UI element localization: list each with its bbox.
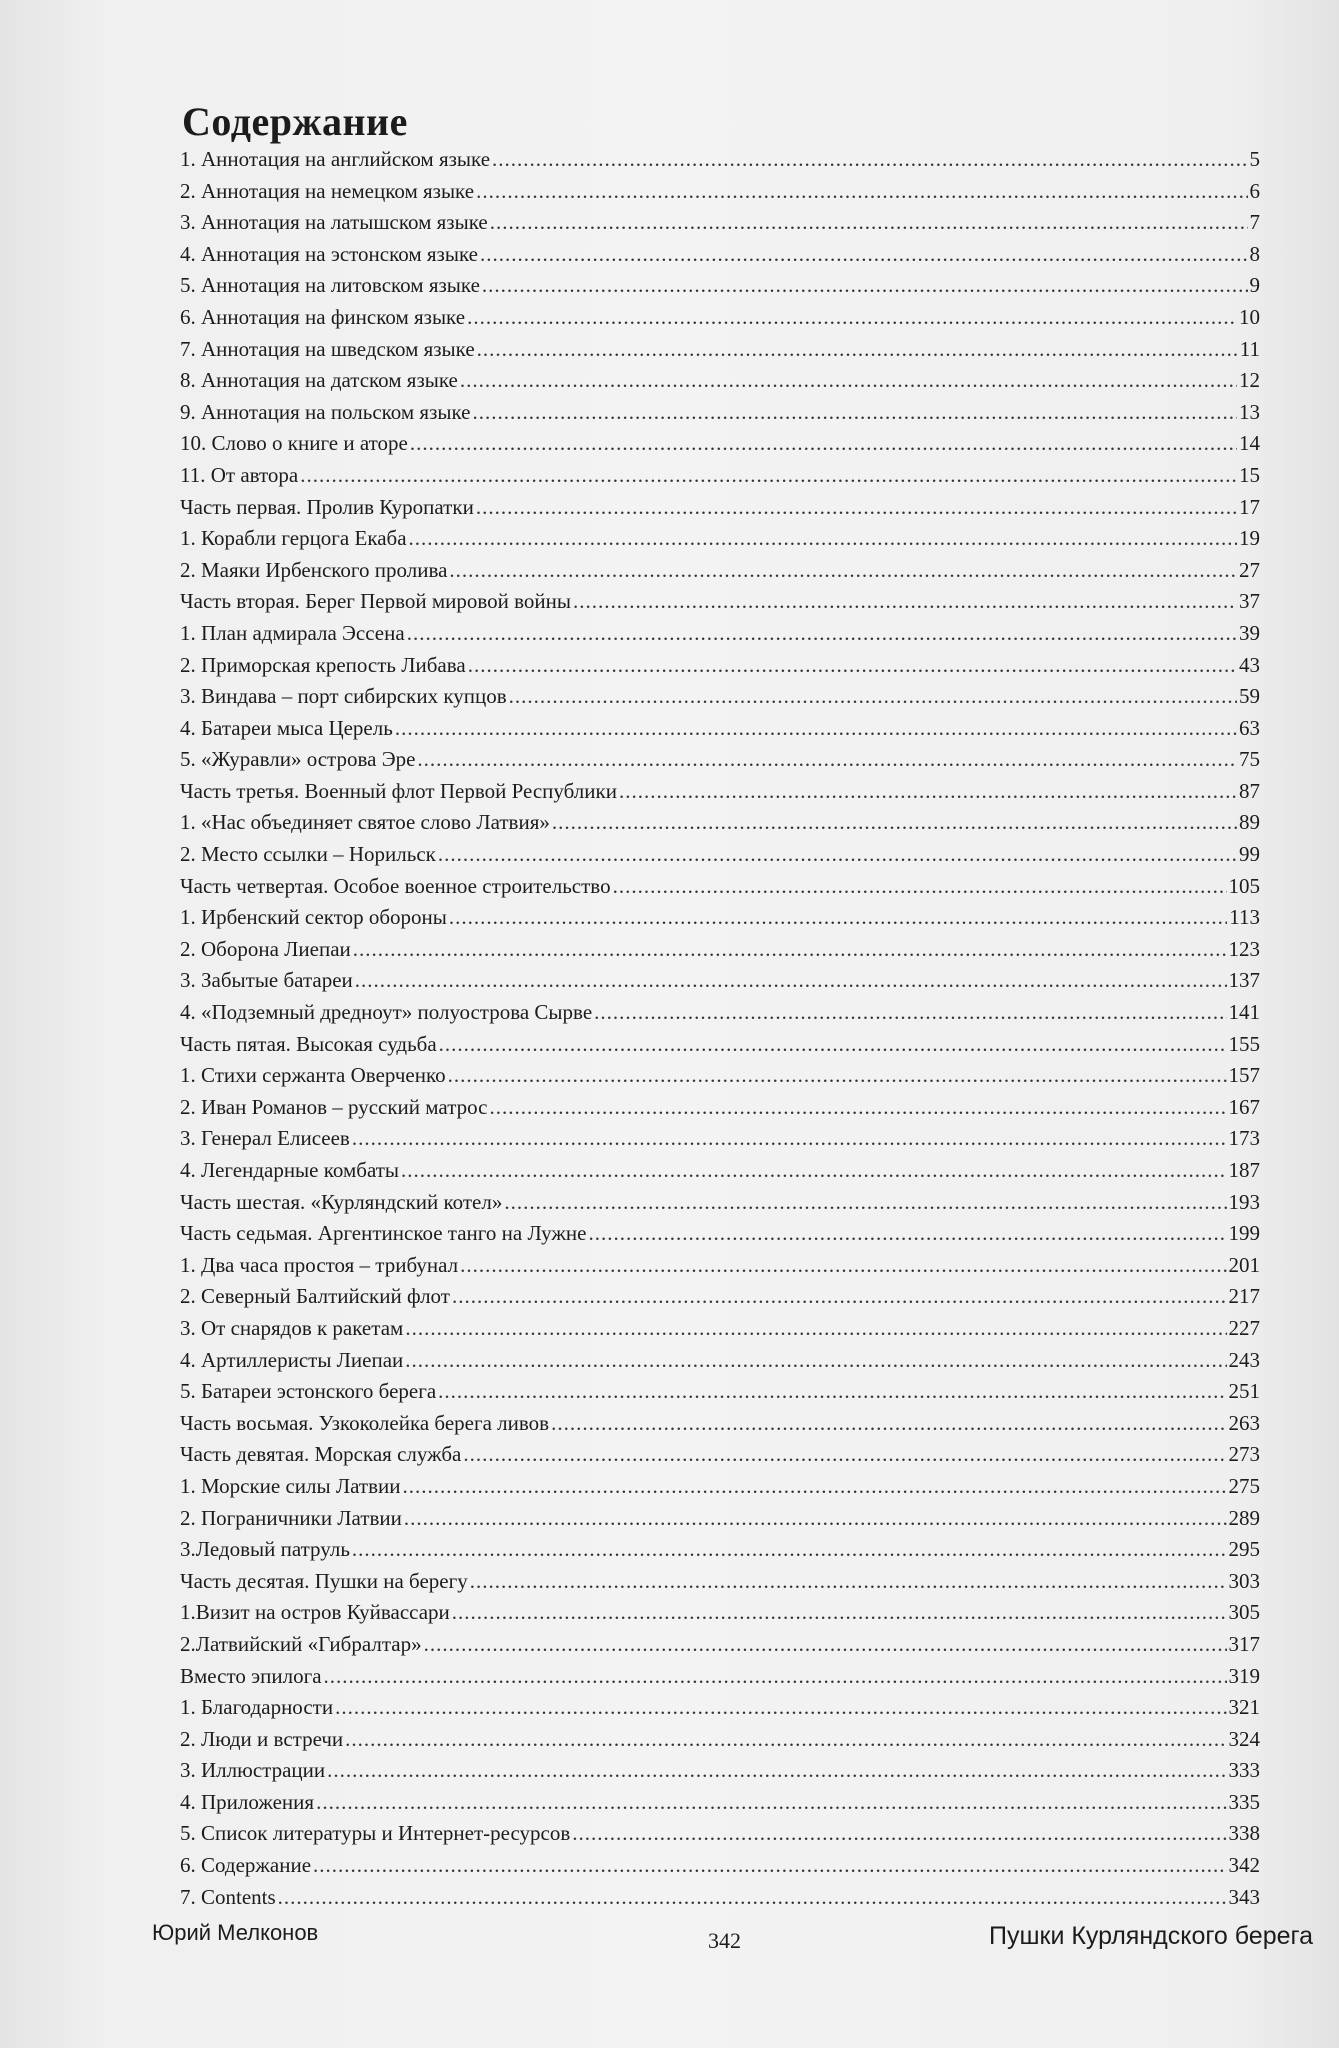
toc-entry (180, 744, 1260, 776)
toc-entry-label: Часть пятая. Высокая судьба (180, 1031, 437, 1056)
toc-entry (180, 997, 1260, 1029)
dot-leader (353, 934, 1227, 966)
toc-entry (180, 207, 1260, 239)
toc-entry-label: 1. Аннотация на английском языке (180, 147, 491, 171)
dot-leader (438, 839, 1237, 871)
toc-entry-page: 8 (1249, 241, 1260, 266)
toc-entry-page: 295 (1228, 1537, 1260, 1562)
toc-entry-label: 5. «Журавли» острова Эре (180, 747, 416, 772)
toc-entry (180, 302, 1260, 334)
toc-entry-page: 13 (1239, 399, 1260, 424)
toc-entry-label: 5. Список литературы и Интернет-ресурсов (180, 1821, 571, 1846)
toc-entry-label: 9. Аннотация на польском языке (180, 399, 471, 424)
toc-entry (180, 1218, 1260, 1250)
toc-entry-label: Часть седьмая. Аргентинское танго на Лужне (180, 1221, 587, 1246)
toc-entry-page: 123 (1228, 936, 1260, 961)
toc-entry-label: 2. Люди и встречи (180, 1726, 344, 1751)
toc-entry (180, 1123, 1260, 1155)
toc-entry (180, 618, 1260, 650)
toc-entry (180, 428, 1260, 460)
dot-leader (460, 365, 1237, 397)
dot-leader (588, 1218, 1226, 1250)
toc-entry-page: 59 (1239, 684, 1260, 709)
toc-entry-label: 7. Аннотация на шведском языке (180, 336, 475, 361)
toc-entry-page: 217 (1228, 1284, 1260, 1309)
toc-entry-page: 193 (1228, 1189, 1260, 1214)
toc-entry (180, 1724, 1260, 1756)
toc-entry-page: 319 (1228, 1663, 1260, 1688)
toc-entry-label: 1. Стихи сержанта Оверченко (180, 1063, 446, 1088)
toc-entry (180, 1408, 1260, 1440)
dot-leader (335, 1692, 1226, 1724)
toc-entry (180, 523, 1260, 555)
toc-entry-label: Часть первая. Пролив Куропатки (180, 494, 474, 519)
toc-entry-page: 199 (1228, 1221, 1260, 1246)
toc-entry-label: 2. Оборона Лиепаи (180, 936, 351, 961)
toc-entry-label: 3. Виндава – порт сибирских купцов (180, 684, 507, 709)
dot-leader (395, 713, 1237, 745)
dot-leader (552, 807, 1237, 839)
toc-entry-label: 3.Ледовый патруль (180, 1537, 350, 1562)
toc-entry-label: 8. Аннотация на датском языке (180, 368, 458, 393)
toc-entry-page: 63 (1239, 715, 1260, 740)
dot-leader (352, 1123, 1227, 1155)
toc-entry-page: 27 (1239, 557, 1260, 582)
footer-page-number: 342 (708, 1928, 741, 1953)
toc-entry-page: 305 (1228, 1600, 1260, 1625)
toc-entry-page: 338 (1228, 1821, 1260, 1846)
toc-entry (180, 1850, 1260, 1882)
toc-entry-page: 333 (1228, 1758, 1260, 1783)
dot-leader (405, 1345, 1226, 1377)
toc-entry (180, 1155, 1260, 1187)
toc-entry-page: 273 (1228, 1442, 1260, 1467)
footer-book-title: Пушки Курляндского берега (989, 1922, 1313, 1950)
dot-leader (480, 239, 1248, 271)
toc-entry-label: 6. Аннотация на финском языке (180, 304, 466, 329)
page-footer (0, 1920, 1339, 1960)
toc-entry-label: 1. Два часа простоя – трибунал (180, 1252, 459, 1277)
dot-leader (492, 144, 1247, 176)
toc-entry-page: 11 (1239, 336, 1260, 361)
dot-leader (278, 1882, 1227, 1914)
toc-entry (180, 176, 1260, 208)
dot-leader (476, 176, 1247, 208)
toc-entry (180, 1629, 1260, 1661)
toc-entry-label: 3. От снарядов к ракетам (180, 1315, 404, 1340)
toc-entry (180, 681, 1260, 713)
toc-entry-label: 1. Ирбенский сектор обороны (180, 905, 447, 930)
toc-entry-page: 89 (1239, 810, 1260, 835)
dot-leader (504, 1187, 1226, 1219)
toc-entry-page: 14 (1239, 431, 1260, 456)
toc-entry-page: 251 (1228, 1379, 1260, 1404)
toc-entry (180, 365, 1260, 397)
toc-entry-page: 342 (1228, 1853, 1260, 1878)
toc-entry-page: 99 (1239, 842, 1260, 867)
toc-entry-label: 4. Легендарные комбаты (180, 1158, 400, 1182)
toc-entry-page: 275 (1228, 1473, 1260, 1498)
toc-entry-label: 2.Латвийский «Гибралтар» (180, 1631, 422, 1656)
dot-leader (345, 1724, 1226, 1756)
toc-entry-page: 113 (1229, 905, 1260, 930)
dot-leader (449, 555, 1237, 587)
dot-leader (467, 302, 1237, 334)
toc-entry (180, 839, 1260, 871)
toc-entry-page: 37 (1239, 589, 1260, 614)
toc-entry (180, 334, 1260, 366)
toc-entry-label: Часть восьмая. Узкоколейка берега ливов (180, 1410, 550, 1435)
toc-entry (180, 1692, 1260, 1724)
toc-entry-label: 7. Contents (180, 1884, 276, 1909)
dot-leader (477, 334, 1238, 366)
toc-entry-label: 3. Иллюстрации (180, 1758, 326, 1783)
dot-leader (439, 1029, 1227, 1061)
toc-entry-label: 5. Батареи эстонского берега (180, 1379, 437, 1404)
toc-entry (180, 650, 1260, 682)
dot-leader (613, 871, 1227, 903)
dot-leader (449, 902, 1227, 934)
toc-entry-label: 2. Северный Балтийский флот (180, 1284, 450, 1309)
dot-leader (572, 1818, 1226, 1850)
toc-entry-page: 167 (1228, 1094, 1260, 1119)
toc-entry (180, 934, 1260, 966)
toc-entry-label: 2. Место ссылки – Норильск (180, 842, 436, 867)
dot-leader (470, 1566, 1227, 1598)
dot-leader (402, 1471, 1226, 1503)
toc-entry-page: 12 (1239, 368, 1260, 393)
toc-entry-label: Часть третья. Военный флот Первой Республики (180, 778, 617, 803)
toc-entry-page: 321 (1228, 1695, 1260, 1720)
toc-entry-label: 4. Артиллеристы Лиепаи (180, 1347, 404, 1372)
dot-leader (407, 618, 1237, 650)
toc-entry (180, 1661, 1260, 1693)
toc-entry (180, 1439, 1260, 1471)
dot-leader (324, 1661, 1227, 1693)
toc-entry (180, 1882, 1260, 1914)
dot-leader (417, 744, 1237, 776)
toc-entry-label: 4. «Подземный дредноут» полуострова Сырве (180, 1000, 593, 1025)
dot-leader (551, 1408, 1226, 1440)
dot-leader (509, 681, 1237, 713)
dot-leader (460, 1250, 1226, 1282)
dot-leader (489, 1092, 1226, 1124)
toc-entry-page: 303 (1228, 1568, 1260, 1593)
dot-leader (300, 460, 1237, 492)
toc-entry-label: 6. Содержание (180, 1853, 312, 1878)
dot-leader (482, 270, 1248, 302)
toc-entry (180, 1281, 1260, 1313)
toc-entry-label: 1. Благодарности (180, 1695, 334, 1720)
toc-entry-page: 43 (1239, 652, 1260, 677)
toc-entry (180, 1787, 1260, 1819)
toc-entry (180, 1566, 1260, 1598)
toc-entry-page: 137 (1228, 968, 1260, 993)
toc-entry-page: 187 (1228, 1158, 1260, 1182)
dot-leader (476, 492, 1237, 524)
toc-entry-label: 4. Батареи мыса Церель (180, 715, 393, 740)
toc-entry-label: 2. Маяки Ирбенского пролива (180, 557, 448, 582)
toc-entry (180, 1029, 1260, 1061)
toc-entry-label: 3. Забытые батареи (180, 968, 353, 993)
dot-leader (490, 207, 1248, 239)
dot-leader (352, 1534, 1227, 1566)
toc-entry-page: 15 (1239, 462, 1260, 487)
toc-entry (180, 1345, 1260, 1377)
toc-entry (180, 1187, 1260, 1219)
toc-entry (180, 965, 1260, 997)
toc-entry-label: 4. Приложения (180, 1789, 315, 1814)
page-title: Содержание (182, 99, 408, 144)
toc-entry (180, 1597, 1260, 1629)
toc-entry (180, 1534, 1260, 1566)
dot-leader (594, 997, 1226, 1029)
dot-leader (452, 1281, 1227, 1313)
toc-entry-page: 6 (1249, 178, 1260, 203)
toc-entry-label: Вместо эпилога (180, 1663, 322, 1688)
toc-entry (180, 1250, 1260, 1282)
toc-entry-page: 201 (1228, 1252, 1260, 1277)
toc-entry (180, 1060, 1260, 1092)
toc-entry-page: 9 (1249, 273, 1260, 298)
toc-entry-label: 2. Аннотация на немецком языке (180, 178, 475, 203)
toc-entry (180, 1755, 1260, 1787)
toc-entry (180, 1092, 1260, 1124)
dot-leader (409, 523, 1237, 555)
toc-entry-page: 317 (1228, 1631, 1260, 1656)
dot-leader (468, 650, 1237, 682)
toc-entry-label: 4. Аннотация на эстонском языке (180, 241, 478, 266)
dot-leader (473, 397, 1238, 429)
toc-entry-page: 263 (1228, 1410, 1260, 1435)
toc-entry-label: 1. Морские силы Латвии (180, 1473, 401, 1498)
toc-entry-label: Часть вторая. Берег Первой мировой войны (180, 589, 572, 614)
toc-entry-label: 2. Приморская крепость Либава (180, 652, 466, 677)
toc-entry-page: 243 (1228, 1347, 1260, 1372)
toc-entry-page: 141 (1228, 1000, 1260, 1025)
dot-leader (424, 1629, 1227, 1661)
toc-entry-label: 1.Визит на остров Куйвассари (180, 1600, 450, 1625)
dot-leader (401, 1155, 1226, 1187)
dot-leader (463, 1439, 1226, 1471)
dot-leader (327, 1755, 1226, 1787)
toc-entry-page: 289 (1228, 1505, 1260, 1530)
dot-leader (405, 1313, 1226, 1345)
toc-entry-label: Часть десятая. Пушки на берегу (180, 1568, 468, 1593)
toc-entry-label: 5. Аннотация на литовском языке (180, 273, 480, 298)
toc-entry-page: 105 (1228, 873, 1260, 898)
toc-entry (180, 1503, 1260, 1535)
toc-entry (180, 713, 1260, 745)
toc-entry-label: 3. Аннотация на латышском языке (180, 210, 488, 235)
dot-leader (573, 586, 1237, 618)
toc-entry-label: 11. От автора (180, 462, 299, 487)
dot-leader (410, 428, 1237, 460)
footer-author: Юрий Мелконов (152, 1920, 319, 1945)
toc-entry-page: 19 (1239, 526, 1260, 551)
toc-entry-page: 87 (1239, 778, 1260, 803)
toc-entry-page: 157 (1228, 1063, 1260, 1088)
toc-entry-page: 17 (1239, 494, 1260, 519)
toc-entry-label: 1. «Нас объединяет святое слово Латвия» (180, 810, 550, 835)
toc-entry (180, 239, 1260, 271)
toc-entry-label: 3. Генерал Елисеев (180, 1126, 350, 1151)
toc-entry-page: 227 (1228, 1315, 1260, 1340)
toc-entry (180, 144, 1260, 176)
dot-leader (313, 1850, 1226, 1882)
toc-entry-page: 324 (1228, 1726, 1260, 1751)
toc-entry-page: 7 (1249, 210, 1260, 235)
table-of-contents (180, 144, 1260, 1913)
toc-entry-page: 335 (1228, 1789, 1260, 1814)
toc-entry-page: 75 (1239, 747, 1260, 772)
toc-entry-page: 155 (1228, 1031, 1260, 1056)
dot-leader (355, 965, 1227, 997)
toc-entry (180, 270, 1260, 302)
toc-entry-label: Часть девятая. Морская служба (180, 1442, 462, 1467)
toc-entry (180, 871, 1260, 903)
toc-entry-label: 2. Иван Романов – русский матрос (180, 1094, 488, 1119)
toc-entry (180, 1471, 1260, 1503)
toc-entry-label: 1. Корабли герцога Екаба (180, 526, 407, 551)
toc-entry-page: 343 (1228, 1884, 1260, 1909)
toc-entry (180, 776, 1260, 808)
toc-entry (180, 807, 1260, 839)
dot-leader (452, 1597, 1227, 1629)
toc-entry (180, 1818, 1260, 1850)
dot-leader (316, 1787, 1226, 1819)
toc-entry-label: 10. Слово о книге и аторе (180, 431, 408, 456)
toc-entry (180, 397, 1260, 429)
toc-entry-label: Часть шестая. «Курляндский котел» (180, 1189, 503, 1214)
toc-entry (180, 460, 1260, 492)
toc-entry (180, 1313, 1260, 1345)
toc-entry-page: 173 (1228, 1126, 1260, 1151)
dot-leader (619, 776, 1237, 808)
dot-leader (438, 1376, 1226, 1408)
toc-entry-label: 2. Пограничники Латвии (180, 1505, 402, 1530)
toc-entry-page: 10 (1239, 304, 1260, 329)
toc-entry (180, 555, 1260, 587)
toc-entry (180, 1376, 1260, 1408)
dot-leader (448, 1060, 1227, 1092)
toc-entry-page: 39 (1239, 620, 1260, 645)
toc-entry (180, 492, 1260, 524)
toc-entry (180, 586, 1260, 618)
toc-entry-page: 5 (1249, 147, 1260, 171)
toc-entry (180, 902, 1260, 934)
toc-entry-label: 1. План адмирала Эссена (180, 620, 405, 645)
toc-entry-label: Часть четвертая. Особое военное строительство (180, 873, 611, 898)
dot-leader (404, 1503, 1227, 1535)
